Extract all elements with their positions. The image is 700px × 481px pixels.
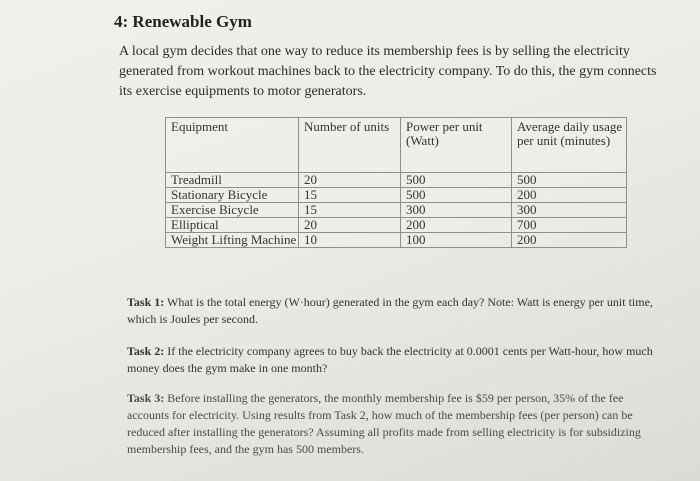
power-cell: 100	[401, 233, 512, 248]
page-title: 4: Renewable Gym	[114, 12, 252, 31]
task-2	[127, 343, 657, 377]
power-cell: 300	[401, 203, 512, 218]
power-cell: 200	[401, 218, 512, 233]
column-header-usage: Average daily usage per unit (minutes)	[512, 118, 627, 173]
column-header-power: Power per unit (Watt)	[401, 118, 512, 173]
equipment-name: Exercise Bicycle	[166, 203, 299, 218]
units-cell: 15	[299, 188, 401, 203]
task-label: Task 1:	[127, 295, 165, 309]
usage-cell: 200	[512, 233, 627, 248]
task-text: Before installing the generators, the monthly membership fee is $59 per person, 35% of the fee accounts for electricity. Using results from Task 2, how much of the membership fees (per person) can be reduced after installing the generators? Assuming all profits made from selling electricity is for subsidizing membership fees, and the gym has 500 members.	[127, 391, 641, 456]
equipment-name: Weight Lifting Machine	[166, 233, 299, 248]
usage-cell: 500	[512, 173, 627, 188]
task-label: Task 3:	[127, 391, 165, 405]
usage-cell: 300	[512, 203, 627, 218]
table-row	[166, 233, 627, 248]
units-cell: 20	[299, 218, 401, 233]
power-cell: 500	[401, 188, 512, 203]
table-row	[166, 218, 627, 233]
units-cell: 10	[299, 233, 401, 248]
equipment-name: Elliptical	[166, 218, 299, 233]
power-cell: 500	[401, 173, 512, 188]
equipment-name: Treadmill	[166, 173, 299, 188]
units-cell: 20	[299, 173, 401, 188]
task-1	[127, 294, 657, 328]
task-text: If the electricity company agrees to buy back the electricity at 0.0001 cents per Watt-hour, how much money does the gym make in one month?	[127, 344, 653, 375]
intro-paragraph: A local gym decides that one way to reduce its membership fees is by selling the electricity generated from workout machines back to the electricity company. To do this, the gym connects its exercise equipments to motor generators.	[119, 44, 657, 99]
usage-cell: 700	[512, 218, 627, 233]
table-row	[166, 188, 627, 203]
usage-cell: 200	[512, 188, 627, 203]
equipment-name: Stationary Bicycle	[166, 188, 299, 203]
column-header-units: Number of units	[299, 118, 401, 173]
equipment-table	[165, 117, 627, 248]
table-header-row	[166, 118, 627, 173]
task-3	[127, 390, 657, 458]
column-header-equipment: Equipment	[166, 118, 299, 173]
table-row	[166, 203, 627, 218]
task-text: What is the total energy (W·hour) generated in the gym each day? Note: Watt is energy per unit time, which is Joules per second.	[127, 295, 653, 326]
units-cell: 15	[299, 203, 401, 218]
task-label: Task 2:	[127, 344, 165, 358]
table-row	[166, 173, 627, 188]
